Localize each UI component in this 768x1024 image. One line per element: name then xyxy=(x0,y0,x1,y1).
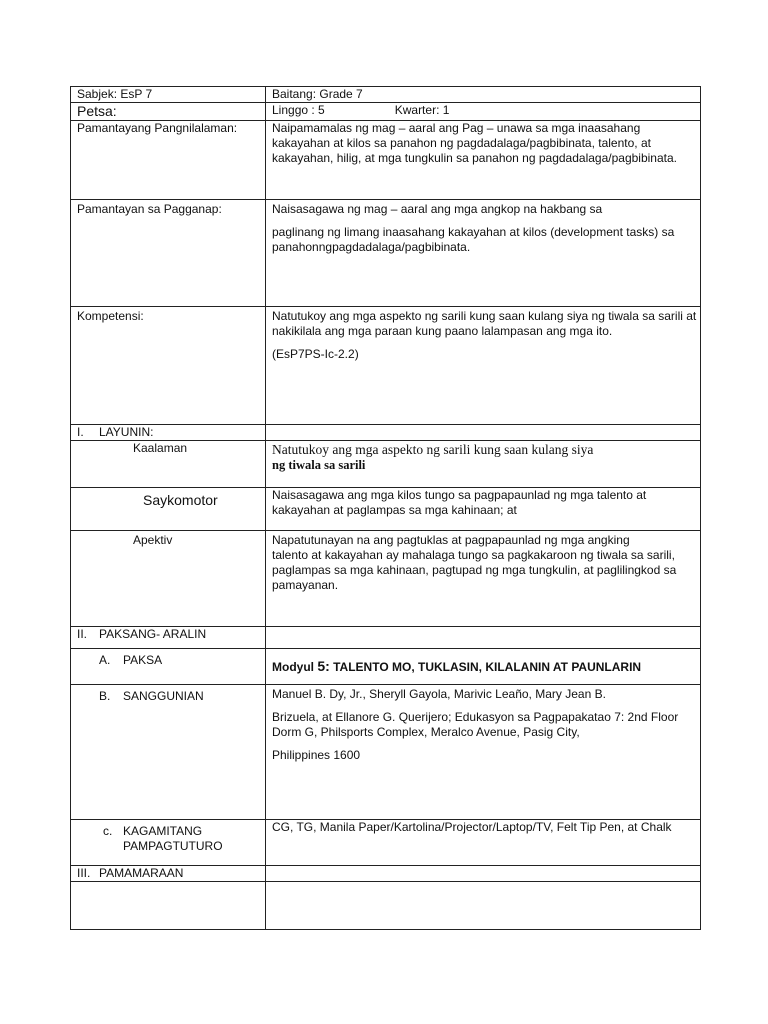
kagamitan-text: CG, TG, Manila Paper/Kartolina/Projector/Laptop/TV, Felt Tip Pen, at Chalk xyxy=(266,820,701,866)
sanggunian-num: B. xyxy=(99,689,111,703)
linggo-cell xyxy=(266,103,701,121)
kompetensi-p1: Natutukoy ang mga aspekto ng sarili kung saan kulang siya ng tiwala sa sarili at nakikilala ang mga paraan kung paano lalampasan ang mga ito. xyxy=(272,309,697,338)
pamantayang-text: Naipamamalas ng mag – aaral ang Pag – unawa sa mga inaasahang kakayahan at kilos sa panahon ng pagdadalaga/pagbibinata, talento, at kakayahan, hilig, at mga tungkulin sa panahon ng pagdadalaga/pagbibinata. xyxy=(266,121,701,200)
apektiv-line1: Napatutunayan na ang pagtuklas at pagpapaunlad ng mga angking xyxy=(272,533,630,547)
kaalaman-text xyxy=(266,441,701,488)
modyul-prefix: Modyul xyxy=(272,660,318,674)
row-petsa xyxy=(71,103,701,121)
sabjek-cell: Sabjek: EsP 7 xyxy=(71,87,266,103)
kompetensi-label: Kompetensi: xyxy=(71,307,266,425)
row-blank xyxy=(71,882,701,930)
lesson-plan-table xyxy=(70,86,701,930)
kaalaman-label: Kaalaman xyxy=(71,441,266,488)
saykomotor-label-text: Saykomotor xyxy=(143,492,218,508)
row-sabjek xyxy=(71,87,701,103)
kaalaman-line1: Natutukoy ang mga aspekto ng sarili kung saan kulang siya xyxy=(272,442,594,457)
paksa-num: A. xyxy=(99,653,111,667)
layunin-num: I. xyxy=(77,425,84,439)
apektiv-line2: talento at kakayahan ay mahalaga tungo sa pagkakaroon ng tiwala sa sarili, paglampas sa mga kahinaan, pagtupad ng mga tungkulin, at paglilingkod sa pamayanan. xyxy=(272,548,677,592)
baitang-cell: Baitang: Grade 7 xyxy=(266,87,701,103)
row-sanggunian xyxy=(71,685,701,820)
pamantayang-label: Pamantayang Pangnilalaman: xyxy=(71,121,266,200)
apektiv-text xyxy=(266,531,701,627)
paksa-label-cell xyxy=(71,649,266,685)
row-kaalaman xyxy=(71,441,701,488)
kaalaman-line2: ng tiwala sa sarili xyxy=(272,458,366,472)
layunin-label: LAYUNIN: xyxy=(99,425,154,439)
paksang-label-cell xyxy=(71,627,266,649)
pamamaraan-label-cell xyxy=(71,866,266,882)
sanggunian-text xyxy=(266,685,701,820)
row-paksang-aralin xyxy=(71,627,701,649)
petsa-label: Petsa: xyxy=(77,103,117,119)
row-pamamaraan xyxy=(71,866,701,882)
layunin-label-cell xyxy=(71,425,266,441)
modyul-number: 5: xyxy=(317,658,330,674)
apektiv-label: Apektiv xyxy=(71,531,266,627)
paksang-empty-cell xyxy=(266,627,701,649)
row-pamantayang-pangnilalaman xyxy=(71,121,701,200)
row-layunin xyxy=(71,425,701,441)
pagganap-p2: paglinang ng limang inaasahang kakayahan at kilos (development tasks) sa panahonngpagdadalaga/pagbibinata. xyxy=(272,225,675,254)
pamamaraan-num: III. xyxy=(77,866,91,880)
pagganap-label: Pamantayan sa Pagganap: xyxy=(71,200,266,307)
kwarter-label: Kwarter: 1 xyxy=(394,103,450,117)
pagganap-p1: Naisasagawa ng mag – aaral ang mga angkop na hakbang sa xyxy=(272,202,603,216)
paksa-label: PAKSA xyxy=(123,653,163,667)
row-apektiv xyxy=(71,531,701,627)
petsa-cell xyxy=(71,103,266,121)
saykomotor-text: Naisasagawa ang mga kilos tungo sa pagpapaunlad ng mga talento at kakayahan at paglampas sa mga kahinaan; at xyxy=(266,488,701,531)
row-kagamitan xyxy=(71,820,701,866)
sanggunian-label: SANGGUNIAN xyxy=(123,689,204,703)
layunin-empty-cell xyxy=(266,425,701,441)
row-saykomotor xyxy=(71,488,701,531)
row-pamantayan-pagganap xyxy=(71,200,701,307)
kompetensi-text xyxy=(266,307,701,425)
pamamaraan-empty-cell xyxy=(266,866,701,882)
kagamitan-num: c. xyxy=(103,824,113,838)
paksang-label: PAKSANG- ARALIN xyxy=(99,627,207,641)
row-kompetensi xyxy=(71,307,701,425)
row-paksa xyxy=(71,649,701,685)
paksa-text xyxy=(266,649,701,685)
saykomotor-label xyxy=(71,488,266,531)
kagamitan-label-1: KAGAMITANG xyxy=(123,824,203,838)
kagamitan-label-cell xyxy=(71,820,266,866)
sanggunian-p1: Manuel B. Dy, Jr., Sheryll Gayola, Marivic Leaño, Mary Jean B. xyxy=(272,687,606,701)
modyul-title: TALENTO MO, TUKLASIN, KILALANIN AT PAUNLARIN xyxy=(329,660,642,674)
sanggunian-label-cell xyxy=(71,685,266,820)
blank-cell-right xyxy=(266,882,701,930)
kompetensi-code: (EsP7PS-Ic-2.2) xyxy=(272,347,359,361)
linggo-label: Linggo : 5 xyxy=(272,103,325,117)
blank-cell-left xyxy=(71,882,266,930)
kagamitan-label-2: PAMPAGTUTURO xyxy=(123,839,223,853)
pagganap-text xyxy=(266,200,701,307)
sanggunian-p3: Philippines 1600 xyxy=(272,748,361,762)
pamamaraan-label: PAMAMARAAN xyxy=(99,866,184,880)
paksang-num: II. xyxy=(77,627,88,641)
sanggunian-p2: Brizuela, at Ellanore G. Querijero; Edukasyon sa Pagpapakatao 7: 2nd Floor Dorm G, Philsports Complex, Meralco Avenue, Pasig City, xyxy=(272,710,679,739)
